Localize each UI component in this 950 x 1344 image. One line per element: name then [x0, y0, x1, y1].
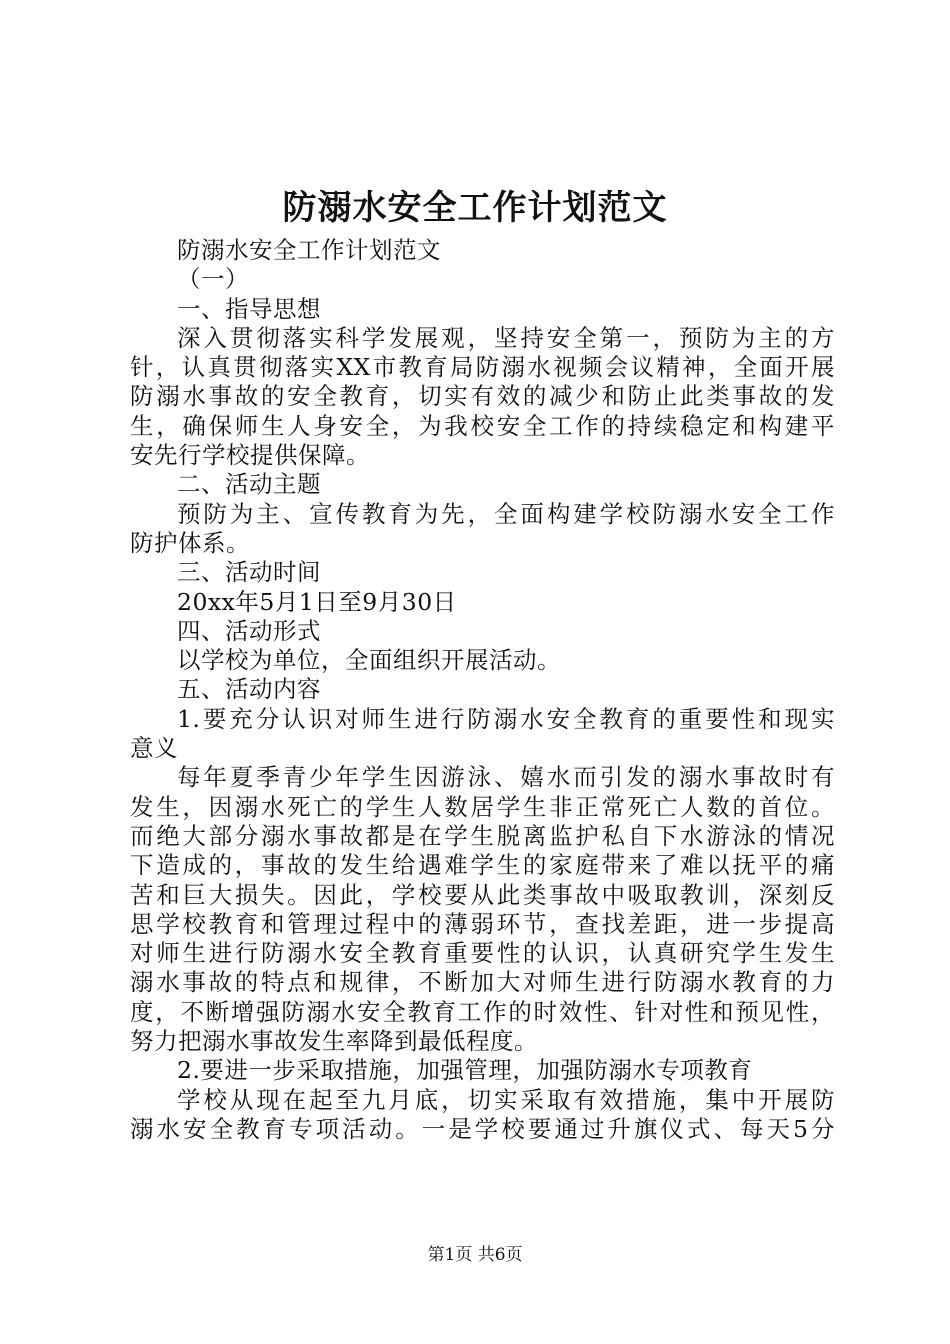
text-line: 对师生进行防溺水安全教育重要性的认识，认真研究学生发生 — [130, 939, 835, 968]
text-line: 学校从现在起至九月底，切实采取有效措施，集中开展防 — [177, 1085, 835, 1114]
page-footer: 第1页 共6页 — [427, 1245, 523, 1265]
text-line: 发生，因溺水死亡的学生人数居学生非正常死亡人数的首位。 — [130, 792, 835, 821]
text-line: 每年夏季青少年学生因游泳、嬉水而引发的溺水事故时有 — [177, 763, 835, 792]
text-line: 苦和巨大损失。因此，学校要从此类事故中吸取教训，深刻反 — [130, 880, 835, 909]
text-line: 防溺水事故的安全教育，切实有效的减少和防止此类事故的发 — [130, 382, 835, 411]
text-line: 度，不断增强防溺水安全教育工作的时效性、针对性和预见性， — [130, 997, 835, 1026]
text-line: 思学校教育和管理过程中的薄弱环节，查找差距，进一步提高 — [130, 909, 835, 938]
text-line: 以学校为单位，全面组织开展活动。 — [177, 646, 561, 675]
text-line: 溺水安全教育专项活动。一是学校要通过升旗仪式、每天5分 — [130, 1114, 835, 1143]
text-line: 针，认真贯彻落实XX市教育局防溺水视频会议精神，全面开展 — [130, 353, 835, 382]
document-title: 防溺水安全工作计划范文 — [282, 188, 668, 228]
text-line: 预防为主、宣传教育为先，全面构建学校防溺水安全工作 — [177, 499, 835, 528]
text-line: 深入贯彻落实科学发展观，坚持安全第一，预防为主的方 — [177, 323, 835, 352]
text-line: 努力把溺水事故发生率降到最低程度。 — [130, 1027, 538, 1056]
text-line: 溺水事故的特点和规律，不断加大对师生进行防溺水教育的力 — [130, 968, 835, 997]
text-line: 三、活动时间 — [177, 558, 321, 587]
text-line: （一） — [177, 265, 249, 294]
text-line: 生，确保师生人身安全，为我校安全工作的持续稳定和构建平 — [130, 411, 835, 440]
text-line: 四、活动形式 — [177, 616, 321, 645]
text-line: 意义 — [130, 734, 178, 763]
text-line: 20xx年5月1日至9月30日 — [177, 587, 457, 616]
text-line: 防溺水安全工作计划范文 — [177, 236, 441, 264]
document-body — [130, 236, 835, 1144]
text-line: 1.要充分认识对师生进行防溺水安全教育的重要性和现实 — [177, 704, 835, 733]
text-line: 二、活动主题 — [177, 470, 321, 499]
text-line: 安先行学校提供保障。 — [130, 441, 370, 470]
text-line: 2.要进一步采取措施，加强管理，加强防溺水专项教育 — [177, 1056, 753, 1085]
text-line: 而绝大部分溺水事故都是在学生脱离监护私自下水游泳的情况 — [130, 821, 835, 850]
text-line: 下造成的，事故的发生给遇难学生的家庭带来了难以抚平的痛 — [130, 851, 835, 880]
text-line: 五、活动内容 — [177, 675, 321, 704]
text-line: 一、指导思想 — [177, 294, 321, 323]
text-line: 防护体系。 — [130, 528, 250, 557]
